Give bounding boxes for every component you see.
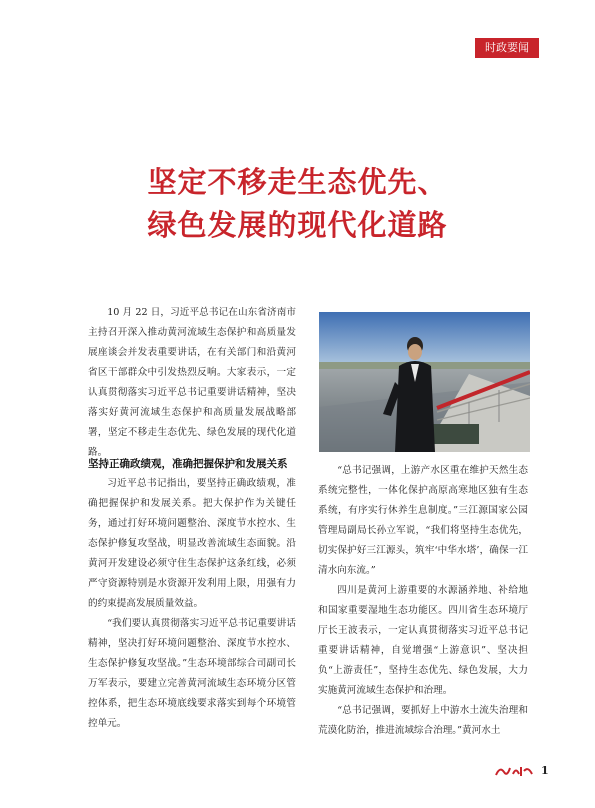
body-paragraph: 习近平总书记指出，要坚持正确政绩观，准确把握保护和发展关系。把大保护作为关键任务，通过打好环境问题整治、深度节水控水、生态保护修复攻坚战，明显改善流域生态面貌。沿黄河开发建设必须守住生态保护这条红线，必须严守资源特别是水资源开发利用上限，用强有力的约束提高发展质量效益。	[88, 478, 296, 609]
article-photo	[319, 312, 530, 452]
right-column	[318, 461, 528, 741]
body-paragraph: “总书记强调，要抓好上中游水土流失治理和荒漠化防治，推进流域综合治理。”黄河水土	[318, 705, 528, 736]
magazine-logo	[494, 763, 534, 779]
left-column	[88, 474, 296, 734]
section-heading: 坚持正确政绩观，准确把握保护和发展关系	[88, 458, 288, 470]
section-tag: 时政要闻	[475, 38, 539, 58]
article-title-line-2: 绿色发展的现代化道路	[147, 208, 448, 242]
body-paragraph: “我们要认真贯彻落实习近平总书记重要讲话精神，坚决打好环境问题整治、深度节水控水、生态保护修复攻坚战。”生态环境部综合司副司长万军表示，要建立完善黄河流域生态环境分区管控体系，把生态环境底线要求落实到每个环境管控单元。	[88, 618, 296, 729]
intro-column	[88, 303, 296, 463]
article-title-line-1: 坚定不移走生态优先、	[147, 165, 448, 199]
page-number: 1	[541, 764, 549, 777]
body-paragraph: “总书记强调，上游产水区重在维护天然生态系统完整性，一体化保护高原高寒地区独有生态系统，有序实行休养生息制度。”三江源国家公园管理局副局长孙立军说，“我们将坚持生态优先，切实保护好三江源头，筑牢‘中华水塔’，确保一江清水向东流。”	[318, 465, 528, 576]
intro-paragraph: 10 月 22 日，习近平总书记在山东省济南市主持召开深入推动黄河流域生态保护和高质量发展座谈会并发表重要讲话，在有关部门和沿黄河省区干部群众中引发热烈反响。大家表示，一定认真贯彻落实习近平总书记重要讲话精神，坚决落实好黄河流域生态保护和高质量发展战略部署，坚定不移走生态优先、绿色发展的现代化道路。	[88, 307, 296, 458]
body-paragraph: 四川是黄河上游重要的水源涵养地、补给地和国家重要湿地生态功能区。四川省生态环境厅厅长王波表示，一定认真贯彻落实习近平总书记重要讲话精神，自觉增强“上游意识”、坚决担负“上游责任”，坚持生态优先、绿色发展，大力实施黄河流域生态保护和治理。	[318, 585, 528, 696]
